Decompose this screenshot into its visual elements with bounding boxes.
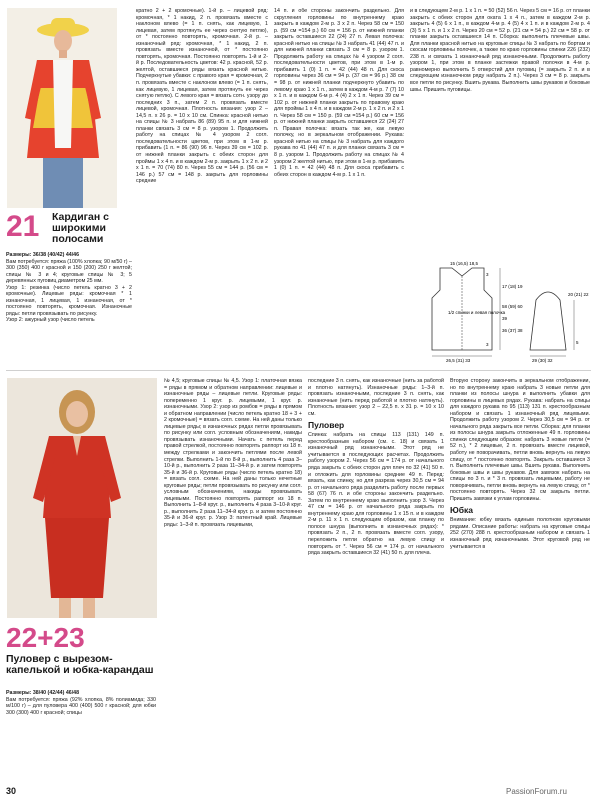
article2-col4-skirt: Внимание: юбку вязать единым полотном круговыми рядами. Описание работы: набрать на круговые спицы 252 (270) 288 п. крестообразным набором и связать 1 изнаночный ряд изнаночными. Этот круговой ряд не учитывается в [450,517,590,550]
schematic-label-armhole: 17 (18) 19 [502,284,523,289]
schematic-label-3a: 3 [486,272,489,277]
pullover-photo [7,378,157,618]
schematic-label-3b: 3 [486,342,489,347]
article1-col3: 14 п. и обе стороны закончить раздельно. Для скругления горловины по внутреннему краю закрыть в каждом 2-м р. 3 x 2 п. Через 58 см = 150 р. (59 см =154 р.) 60 см = 156 р. от нижней планки закрыть оставшиеся 22 (24) 27 п. Левая полочка: красной нитью на спицы № 3 набрать 41 (44) 47 п. и для нижней планки связать 3 см = 8 р. узором 1. Продолжить работу на спицах № 4 узором 2 согл. последовательности цветов, при этом в 1-м р. прибавить 1 (0) 1 п. = 42 (44) 48 п. Для скоса горловины через 36 см = 94 р. (37 см = 96 р.) 38 см = 98 р. от нижней планки подчеркнуто убавить по левому краю 1 x 1 п., затем в каждом 4-м р. 7 (7) 10 x 1 п. и в каждом 6-м р. 4 (4) 2 x 1 п. Через 39 см = 102 р. от нижней планки закрыть по правому краю для проймы 1 x 4 п. и в каждом 2-м р. 1 x 2 п. и 2 x 1 п. Через 58 см = 150 р. (59 см =154 р.) 60 см = 156 р. от нижней планки закрыть оставшиеся 22 (24) 27 п. Правая полочка: вязать так же, как левую полочку, но в зеркальном отображении. Рукава: красной нитью на спицы № 3 набрать для каждого рукава по 41 (44) 47 п. и для планки связать 3 см = 8 р. узором 1. Продолжить работу на спицах № 4 узором 2 желтой нитью, при этом в 1-м р. прибавить 1 (0) 1 п. = 42 (44) 48 п. Для скоса прибавить с обеих сторон в каждом 4-м р. 1 x 1 п. [274,8,404,178]
article1-pattern1: Узор 1: резинка (число петель кратно 3 + 2 кромочные). Лицевые ряды: кромочная * 1 изнаночная, 1 лицевая, 1 изнаночная, от * постоянно повторять, кромочная. Изнаночные ряды: петли провязывать по рисунку. [6,284,132,317]
pullover-photo-image [7,378,157,618]
schematic-label-neck: 36 (37) 38 [502,328,523,333]
schematic-label-sleeve-width: 29 (30) 32 [532,358,553,363]
section-divider [6,370,591,371]
site-watermark: PassionForum.ru [506,787,567,796]
schematic-label-5: 5 [576,340,579,345]
schematic-label-39: 39 [502,316,508,321]
schematic-label-shoulder: 15 (16,5) 18,5 [450,261,479,266]
article2-number: 22+23 [6,622,85,653]
article2-col1 [6,690,156,780]
article2-col4-intro: Вторую сторону закончить в зеркальном отображении, но по внутреннему краю набрать 3 новые петли для планки из полосы шнура и выполнить убавки для горловины в лицевых рядах. Рукава: набрать на спицы для каждого рукава по 95 (113) 131 п. крестообразным набором и связать 1 изнаночный ряд лицевыми. Продолжить работу узором 2. Через 30,5 см = 94 р. от начального ряда закрыть все петли. Сборка: для планки из полосы шнура закрыть отложенные 49 п. горловины спинки следующим образом: набрать 3 новые петли (= 52 п.), * 2 лицевые, 2 п. провязать вместе лицевой, работу не поворачивать, петли вновь вернуть на левую спицу, от * постоянно повторять. Закрыть оставшиеся 3 п. Выполнить плечевые швы. Вшить рукава. Выполнить боковые швы и швы рукавов. Для завязок набрать на спицы по 3 п. и * 3 п. провязать лицевыми, работу не поворачивать, петли вновь вернуть на левую спицу, от * постоянно повторять. Через 32 см закрыть петли. Пришить завязки к углам горловины. [450,378,590,502]
article2-col3-intro: последние 3 п. снять, как изнаночные (нить за работой и плотно натянуть). Изнаночные ряды: 1–3-й п. провязать изнаночными, последние 3 п. снять, как изнаночные (нить перед работой и плотно натянуть). Плотность вязания: узор 2 – 22,5 п. x 31 р. = 10 x 10 см. [308,378,444,417]
article1-title: Кардиган с широкими полосами [52,211,109,245]
schematic-label-length: 58 (59) 60 [502,304,523,309]
article1-materials: Вам потребуется: пряжа (100% хлопка; 90 м/50 г) – 300 (350) 400 г красной и 150 (200) 250 г желтой; спицы № 3 и 4; круговые спицы № 3; 5 деревянных пуговиц диаметром 25 мм. [6,258,132,285]
pullover-heading: Пуловер [308,420,345,431]
skirt-heading: Юбка [450,505,473,516]
schematic-label-sleeve-length: 20 (21) 22 [568,292,589,297]
schematic-drawing [420,258,592,364]
article2-title: Пуловер с вырезом-капелькой и юбка-карандаш [6,653,154,676]
cardigan-photo-image [7,8,117,208]
page-number: 30 [6,786,17,796]
article1-col4: и в следующем 2-м р. 1 x 1 п. = 50 (52) 56 п. Через 5 см = 16 р. от планки закрыть с обеих сторон для оката 1 x 4 п., затем в каждом 2-м р. закрыть 4 (5) 6 x 1 п., в каждом 4-м р. 4 (5) 4 x 1 п. и в каждом 2-м р. 4 (3) 5 x 1 п. и 1 x 2 п. Через 20 см = 52 р. (21 см = 54 р.) 22 см = 58 р. от планки закрыть оставшиеся 14 п. Сборка: выполнить плечевые швы. Для планки красной нитью на круговые спицы № 3 набрать по бортам и скосам горловины полочек, а также по краю горловины спинки 226 (232) 238 п. и связать 1 изнаночный ряд изнаночными. Продолжить работу узором 1, при этом в планке застежки правой полочки в 4-м р. равномерно выполнить 5 отверстий для пуговиц (= закрыть 2 п. и в следующем изнаночном ряду набрать 2 п.). Через 3 см = 8 р. закрыть все петли по рисунку. Вшить рукава. Выполнить швы рукавов и боковые швы. Пришить пуговицы. [410,8,590,93]
article2-col3-pullover: Спинка: набрать на спицы 113 (131) 149 п. крестообразным набором (см. с. 18) и связать 1 изнаночный ряд изнаночными. Этот ряд не учитывается в последующих расчетах. Продолжить работу узором 2. Через 56 см = 174 р. от начального ряда закрыть с обеих сторон для плеч по 32 (41) 50 п. и отложить для горловины средние 49 п. Перед: вязать, как спинку, но для разреза через 30,5 см = 94 р. от начального ряда разделить работу после первых 58 (67) 76 п. и обе стороны закончить раздельно. Затем по внутреннему краю выполнить узор 3. Через 47 см = 146 р. от начального ряда закрыть по внутреннему краю для горловины 1 x 15 п. и в каждом 2-м р. 11 x 1 п. следующим образом, как планку по полосе шнура (выполнить в изнаночных рядах): * провязать 2 п., 2 п. провязать вместе согл. узору, переложить петли обратно на левую спицу и повторить от *. Через 56 см = 174 р. от начального ряда закрыть оставшиеся 32 (41) 50 п. для плеча. [308,432,444,557]
article1-pattern2-start: Узор 2: ажурный узор (число петель [6,317,95,324]
schematic-label-piece: 1/2 спинки и левая полочка [448,310,506,315]
schematic-label-width: 26,5 (31) 33 [446,358,471,363]
cardigan-photo [7,8,117,208]
schematic-svg [420,258,592,364]
article1-col1 [6,252,132,364]
article2-col4 [450,378,590,782]
article2-col3 [308,378,444,782]
article1-number: 21 [6,210,40,243]
article1-sizes: Размеры: 36/38 (40/42) 44/46 [6,252,80,258]
article2-sizes: Размеры: 38/40 (42/44) 46/48 [6,690,80,696]
article2-materials: Вам потребуется: пряжа (92% хлопка, 8% полиамида; 330 м/100 г) – для пуловера 400 (400) 500 г красной; для юбки 300 (300) 400 г красной; спицы [6,696,156,716]
article1-col2: кратно 2 + 2 кромочные). 1-й р. – лицевой ряд: кромочная, * 1 накид, 2 п. провязать вместе с наклоном влево (= 1 п. снять, как лицевую, 1 лицевая, затем протянуть ее через снятую петлю), от * постоянно повторять, кромочная. 2-й р. – изнаночный ряд: кромочная, * 1 накид, 2 п. провязать вместе изнаночной, от * постоянно повторять, кромочная. Постоянно повторять 1-й и 2-й р. Последовательность цветов: 42 р. красной, 52 р. желтой, оставшиеся ряды вязать красной нитью. Подчеркнутые убавки: с правого края = кромочная, 2 п. провязать вместе с наклоном влево (= 1 п. снять, как лицевую, 1 лицевая, затем протянуть ее через снятую петлю). С левого края = вязать сотн. узору до последних 3 п., затем 2 п. провязать вместе лицевой, кромочная. Плотность вязания: узор 2 – 14,5 п. x 26 р. = 10 x 10 см. Спинка: красной нитью на спицы № 3 набрать 86 (89) 95 п. и для нижней планки связать 3 см = 8 р. узором 1. Продолжить работу на спицах № 4 узором 2 согл. последовательности цветов, при этом в 1-м р. прибавить (1 п. = 86 (90) 96 п. Через 39 см = 102 р. от нижней планки закрыть с обеих сторон для проймы 1 x 4 п. и в каждом 2-м р. закрыть 1 x 2 п. и 2 x 1 п. = 70 (74) 80 п. Через 55 см = 144 р. (56 см = 146 р.) 57 см = 148 р. закрыть для горловины средние [136,8,268,185]
article2-col2: № 4,5; круговые спицы № 4,5. Узор 1: платочная вязка = ряды в прямом и обратном направлении: лицевые и изнаночные ряды – лицевые петли. Круговые ряды: попеременно 1 круг. р. лицевыми, 1 круг. р. изнаночными. Узор 2: узор из ромбов = ряды в прямом и обратном направлении (число петель кратно 18 + 3 + 2 кромочные) = вязать согл. схеме. На ней даны только лицевые ряды; в изнаночных рядах петли провязывать по рисунку или согл. условным обозначениям, накиды провязывать изнаночными. Начать с петель перед правой стрелкой, постоянно повторять раппорт из 18 п. между стрелками и закончить петлями после левой стрелки. Выполнить 1-й по 8-й р., выполнить 4 раза 3–10-й р., выполнить 2 раза 11–34-й р. и затем повторять 35-й и 36-й р. Круговые ряды (число петель кратно 18) = вязать согл. схеме. На ней даны только нечетные круговые ряды; петли провязывать по рисунку или согл. условным обозначениям, накиды провязывать лицевыми. Постоянно повторять раппорт из 18 п. Выполнить 1–8-й круг. р., выполнить 4 раза 3–10-й круг. р., выполнить 2 раза 11–34-й круг. р. и затем постоянно 35-й и 36-й круг. р. Узор 3: патентный край. Лицевые ряды: 1–3-й п. провязать лицевыми, [164,378,302,529]
